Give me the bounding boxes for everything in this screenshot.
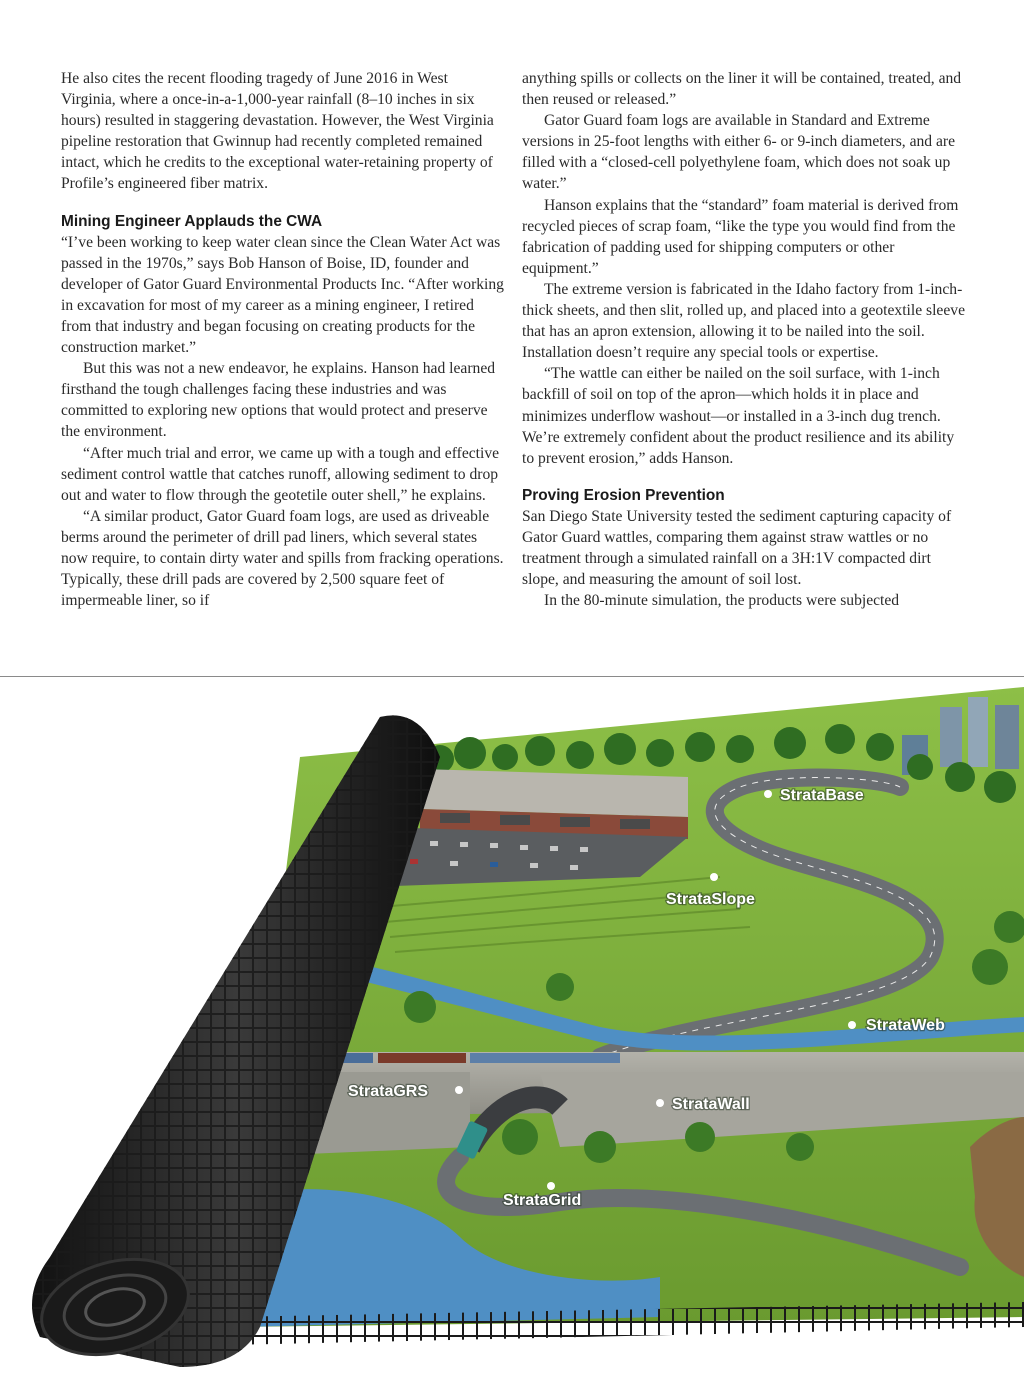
section-heading: Mining Engineer Applauds the CWA xyxy=(61,212,323,230)
section-heading: Proving Erosion Prevention xyxy=(522,486,725,504)
article-column-left xyxy=(61,68,505,611)
paragraph: “The wattle can either be nailed on the soil surface, with 1-inch backfill of soil on top of the apron—which holds it in place and minimizes underflow washout—or installed in a 3-inch dug trench. We’re extremely confident about the product resilience and its ability to prevent erosion,” adds Hanson. xyxy=(522,365,955,467)
article-column-right xyxy=(522,68,966,611)
paragraph: “A similar product, Gator Guard foam logs, are used as driveable berms around the perimeter of drill pad liners, which several states now require, to contain dirty water and spills from fracking operations. Typically, these drill pads are covered by 2,500 square feet of impermeable liner, so if xyxy=(61,507,504,610)
paragraph: San Diego State University tested the sediment capturing capacity of Gator Guard wattles, comparing them against straw wattles or no treatment through a simulated rainfall on a 3H:1V compacted dirt slope, and measuring the amount of soil lost. xyxy=(522,507,952,589)
svg-text:StrataWeb: StrataWeb xyxy=(866,1017,945,1034)
commercial-building xyxy=(420,769,688,839)
paragraph: Gator Guard foam logs are available in Standard and Extreme versions in 25-foot lengths with either 6- or 9-inch diameters, and are filled with a “closed-cell polyethylene foam, which does not soak up water.” xyxy=(522,112,956,193)
svg-text:StrataSlope: StrataSlope xyxy=(666,891,755,908)
paragraph: “I’ve been working to keep water clean since the Clean Water Act was passed in the 1970s,” says Bob Hanson of Boise, ID, founder and developer of Gator Guard Environmental Products Inc. “After working in excavation for most of my career as a mining engineer, I retired from that industry and began focusing on creating products for the construction market.” xyxy=(61,233,504,357)
paragraph: Hanson explains that the “standard” foam material is derived from recycled pieces of scrap foam, “like the type you would find from the fabrication of padding used for shipping computers or other equipment.” xyxy=(522,196,959,277)
paragraph: “After much trial and error, we came up with a tough and effective sediment control wattle that catches runoff, allowing sediment to drop out and water to flow through the geotetile outer shell,” he explains. xyxy=(61,444,500,504)
svg-text:StrataBase: StrataBase xyxy=(780,787,864,804)
paragraph: In the 80-minute simulation, the products were subjected xyxy=(544,592,900,610)
svg-text:StrataWall: StrataWall xyxy=(672,1096,750,1113)
paragraph: But this was not a new endeavor, he explains. Hanson had learned firsthand the tough challenges facing these industries and was committed to exploring new options that would protect and preserve the environment. xyxy=(61,360,496,441)
paragraph: anything spills or collects on the liner it will be contained, treated, and then reused or released.” xyxy=(522,70,962,109)
paragraph: The extreme version is fabricated in the Idaho factory from 1-inch-thick sheets, and then slit, rolled up, and placed into a geotextile sleeve that has an apron extension, allowing it to be nailed into the soil. Installation doesn’t require any special tools or expertise. xyxy=(522,280,965,362)
svg-text:StrataGrid: StrataGrid xyxy=(503,1192,582,1209)
paragraph: He also cites the recent flooding tragedy of June 2016 in West Virginia, where a once-in-a-1,000-year rainfall (8–10 inches in six hours) resulted in staggering devastation. However, the West Virginia pipeline restoration that Gwinnup had recently completed remained intact, which he credits to the exceptional water-retaining property of Profile’s engineered fiber matrix. xyxy=(61,70,494,193)
svg-text:StrataGRS: StrataGRS xyxy=(348,1083,429,1100)
geogrid-illustration xyxy=(0,677,1024,1375)
